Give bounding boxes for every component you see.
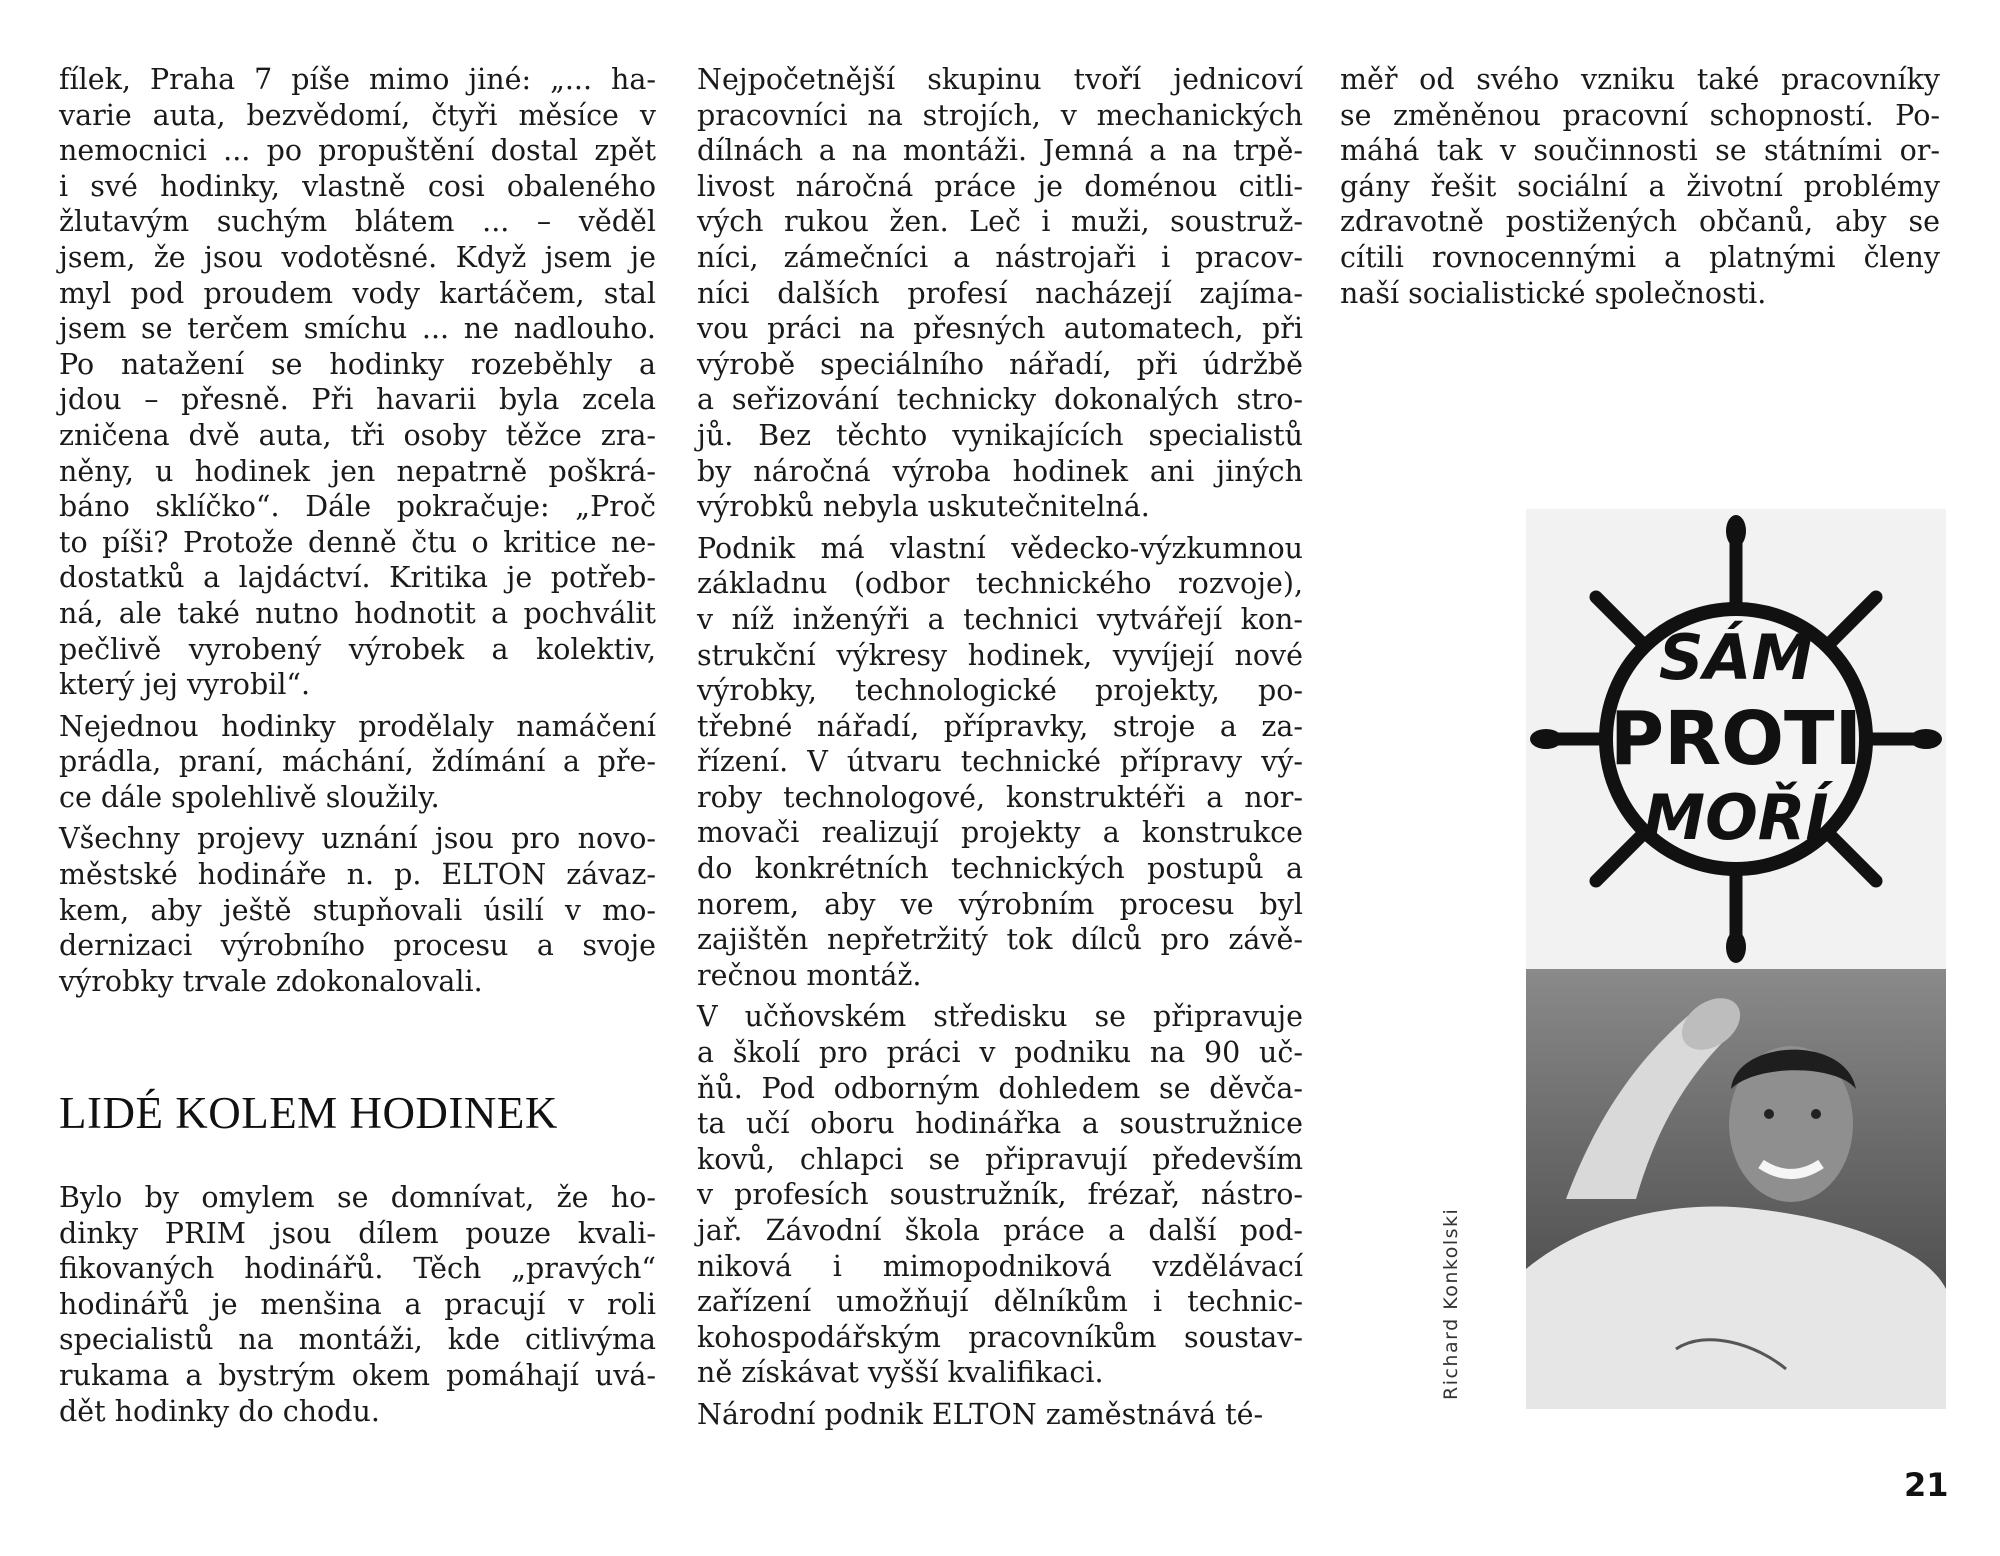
text-line: Po natažení se hodinky rozeběhly a xyxy=(59,347,656,381)
text-line: výrobě speciálního nářadí, při údržbě xyxy=(697,347,1303,381)
text-line: myl pod proudem vody kartáčem, stal xyxy=(59,276,656,310)
text-line: dílnách a na montáži. Jemná a na trpě- xyxy=(697,134,1303,168)
text-line: niková i mimopodniková vzdělávací xyxy=(697,1249,1303,1283)
sailor-photo xyxy=(1526,969,1946,1409)
column-3-text xyxy=(1340,62,1940,311)
text-line: dostatků a lajdáctví. Kritika je potřeb- xyxy=(59,561,656,595)
text-line: v níž inženýři a technici vytvářejí kon- xyxy=(697,602,1303,636)
text-line: rukama a bystrým okem pomáhají uvá- xyxy=(59,1358,656,1392)
text-line: pečlivě vyrobený výrobek a kolektiv, xyxy=(59,632,656,666)
text-line: prádla, praní, máchání, ždímání a pře- xyxy=(59,745,656,779)
ship-wheel-icon xyxy=(1526,509,1946,969)
text-line: movači realizují projekty a konstrukce xyxy=(697,816,1303,850)
text-line: kem, aby ještě stupňovali úsilí v mo- xyxy=(59,893,656,927)
text-line: dernizaci výrobního procesu a svoje xyxy=(59,929,656,963)
text-line: vou práci na přesných automatech, při xyxy=(697,312,1303,346)
text-line: který jej vyrobil“. xyxy=(59,668,311,702)
text-line: cítili rovnocennými a platnými členy xyxy=(1340,240,1940,274)
logo-line-1: SÁM xyxy=(1658,621,1814,694)
text-line: ta učí oboru hodinářka a soustružnice xyxy=(697,1107,1303,1141)
text-line: nemocnici ... po propuštění dostal zpět xyxy=(59,134,656,168)
text-line: dinky PRIM jsou dílem pouze kvali- xyxy=(59,1216,656,1250)
text-line: ce dále spolehlivě sloužily. xyxy=(59,780,440,814)
text-line: ná, ale také nutno hodnotit a pochválit xyxy=(59,596,656,630)
text-line: a školí pro práci v podniku na 90 uč- xyxy=(697,1036,1303,1070)
article-photo xyxy=(1526,509,1946,1409)
text-line: i své hodinky, vlastně cosi obaleného xyxy=(59,169,656,203)
text-line: ňů. Pod odborným dohledem se děvča- xyxy=(697,1071,1303,1105)
text-line: kohospodářským pracovníkům soustav- xyxy=(697,1320,1303,1354)
text-line: zničena dvě auta, tři osoby těžce zra- xyxy=(59,418,656,452)
text-line: výrobky trvale zdokonalovali. xyxy=(59,964,483,998)
logo-line-2: PROTI xyxy=(1609,696,1863,782)
column-1-section-text xyxy=(59,1180,656,1429)
text-line: níci, zámečníci a nástrojaři i pracov- xyxy=(697,240,1303,274)
column-1-text xyxy=(59,62,656,999)
text-line: zajištěn nepřetržitý tok dílců pro závě- xyxy=(697,923,1303,957)
text-line: V učňovském středisku se připravuje xyxy=(697,1000,1303,1034)
text-line: jsem, že jsou vodotěsné. Když jsem je xyxy=(59,240,656,274)
text-line: zařízení umožňují dělníkům i technic- xyxy=(697,1285,1303,1319)
text-line: hodinářů je menšina a pracují v roli xyxy=(59,1287,656,1321)
text-line: fílek, Praha 7 píše mimo jiné: „... ha- xyxy=(59,63,656,96)
text-line: ně získávat vyšší kvalifikaci. xyxy=(697,1356,1104,1390)
text-line: máhá tak v součinnosti se státními or- xyxy=(1340,134,1940,168)
sailor-portrait-image xyxy=(1526,969,1946,1409)
text-line: řízení. V útvaru technické přípravy vý- xyxy=(697,745,1303,779)
text-line: rečnou montáž. xyxy=(697,958,922,992)
text-line: roby technologové, konstruktéři a nor- xyxy=(697,780,1303,814)
column-2-text xyxy=(697,62,1303,1433)
text-line: jsem se terčem smíchu ... ne nadlouho. xyxy=(59,312,656,346)
text-line: žlutavým suchým blátem ... – věděl xyxy=(59,205,656,239)
text-line: specialistů na montáži, kde citlivýma xyxy=(59,1323,656,1357)
text-line: strukční výkresy hodinek, vyvíjejí nové xyxy=(697,638,1303,672)
text-line: norem, aby ve výrobním procesu byl xyxy=(697,887,1303,921)
text-line: výrobků nebyla uskutečnitelná. xyxy=(697,490,1150,524)
ship-wheel-logo xyxy=(1526,509,1946,969)
text-line: níci dalších profesí nacházejí zajíma- xyxy=(697,276,1303,310)
page-number: 21 xyxy=(1904,1466,1949,1504)
text-line: něny, u hodinek jen nepatrně poškrá- xyxy=(59,454,656,488)
text-line: Podnik má vlastní vědecko-výzkumnou xyxy=(697,531,1303,565)
text-line: základnu (odbor technického rozvoje), xyxy=(697,567,1303,601)
text-line: městské hodináře n. p. ELTON závaz- xyxy=(59,858,656,892)
text-line: výrobky, technologické projekty, po- xyxy=(697,674,1303,708)
text-line: dět hodinky do chodu. xyxy=(59,1394,380,1428)
text-line: do konkrétních technických postupů a xyxy=(697,852,1303,886)
text-line: báno sklíčko“. Dále pokračuje: „Proč xyxy=(59,490,656,524)
photo-credit: Richard Konkolski xyxy=(1440,1207,1462,1400)
text-line: by náročná výroba hodinek ani jiných xyxy=(697,454,1303,488)
text-line: měř od svého vzniku také pracovníky xyxy=(1340,63,1940,96)
text-line: se změněnou pracovní schopností. Po- xyxy=(1340,98,1940,132)
text-line: Nejpočetnější skupinu tvoří jednicoví xyxy=(697,63,1303,96)
text-line: Národní podnik ELTON zaměstnává té- xyxy=(697,1397,1264,1431)
text-line: varie auta, bezvědomí, čtyři měsíce v xyxy=(59,98,656,132)
logo-line-3: MOŘÍ xyxy=(1643,781,1829,854)
text-line: kovů, chlapci se připravují především xyxy=(697,1142,1303,1176)
text-line: Nejednou hodinky prodělaly namáčení xyxy=(59,709,656,743)
text-line: zdravotně postižených občanů, aby se xyxy=(1340,205,1940,239)
text-line: fikovaných hodinářů. Těch „pravých“ xyxy=(59,1252,656,1286)
text-line: jař. Závodní škola práce a další pod- xyxy=(697,1214,1303,1247)
text-line: Bylo by omylem se domnívat, že ho- xyxy=(59,1181,656,1214)
text-line: Všechny projevy uznání jsou pro novo- xyxy=(59,822,656,856)
text-line: v profesích soustružník, frézař, nástro- xyxy=(697,1178,1303,1212)
text-line: jdou – přesně. Při havarii byla zcela xyxy=(59,383,656,417)
text-line: vých rukou žen. Leč i muži, soustruž- xyxy=(697,205,1303,239)
text-line: pracovníci na strojích, v mechanických xyxy=(697,98,1303,132)
text-line: livost náročná práce je doménou citli- xyxy=(697,169,1303,203)
text-line: gány řešit sociální a životní problémy xyxy=(1340,169,1940,203)
text-line: naší socialistické společnosti. xyxy=(1340,276,1767,310)
text-line: a seřizování technicky dokonalých stro- xyxy=(697,383,1303,417)
text-line: to píši? Protože denně čtu o kritice ne- xyxy=(59,525,656,559)
text-line: třebné nářadí, přípravky, stroje a za- xyxy=(697,709,1303,743)
section-heading: LIDÉ KOLEM HODINEK xyxy=(59,1088,558,1138)
text-line: jů. Bez těchto vynikajících specialistů xyxy=(697,418,1303,452)
